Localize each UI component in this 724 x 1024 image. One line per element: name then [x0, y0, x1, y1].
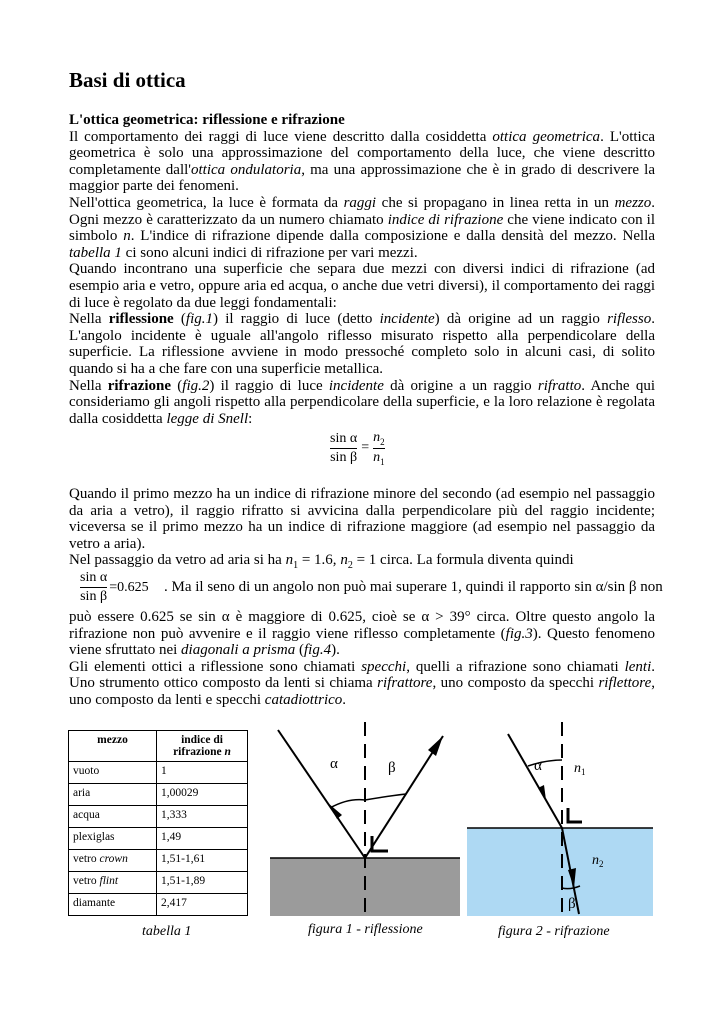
snell-den-right: n [373, 449, 381, 465]
snell-formula: sin α sin β = $n_2$ $n_1$ [330, 430, 385, 467]
table-caption: tabella 1 [142, 924, 192, 939]
figure-2-caption: figura 2 - rifrazione [498, 924, 610, 939]
figure-1-caption: figura 1 - riflessione [308, 922, 423, 937]
angle-alpha-arc [330, 800, 365, 808]
body-text-2 [69, 486, 655, 552]
label-n2: $n_2$ [592, 853, 604, 869]
table-row: vetro crown 1,51-1,61 [69, 850, 248, 872]
ratio-after: . Ma il seno di un angolo non può mai superare 1, quindi il rapporto sin α/sin β non [164, 579, 663, 595]
snell-den-left: sin β [330, 449, 358, 465]
snell-num-left: sin α [330, 430, 358, 446]
paragraph-1: Il comportamento dei raggi di luce viene descritto dalla cosiddetta ottica geometrica. L'ottica geometrica è solo una approssimazione del comportamento della luce, che viene descritto completamente dall'ottica ondulatoria, ma una approssimazione che è in grado di descrivere la maggior parte dei fenomeni. [69, 128, 656, 195]
incident-ray [278, 730, 365, 858]
snell-equals: = [361, 440, 370, 456]
label-n1: $n_1$ [574, 761, 586, 777]
refraction-index-table [68, 730, 248, 916]
page-title: Basi di ottica [69, 68, 186, 92]
right-angle-mark [568, 808, 582, 822]
paragraph-5: Nella rifrazione (fig.2) il raggio di luce incidente dà origine a un raggio rifratto. Anche qui consideriamo gli angoli rispetto alla perpendicolare della superficie, e la loro relazione è regolata dalla cosiddetta legge di Snell: [69, 377, 655, 427]
ratio-den: sin β [80, 589, 108, 604]
ratio-num: sin α [80, 570, 108, 585]
table-row: vetro flint 1,51-1,89 [69, 872, 248, 894]
table-row: diamante 2,417 [69, 894, 248, 916]
section-title: L'ottica geometrica: riflessione e rifrazione [69, 112, 345, 128]
header-medium: mezzo [69, 731, 157, 762]
snell-num-right: n [373, 430, 381, 445]
angle-beta-arc [365, 794, 406, 800]
table-row: plexiglas 1,49 [69, 828, 248, 850]
paragraph-4: Nella riflessione (fig.1) il raggio di luce (detto incidente) dà origine ad un raggio riflesso. L'angolo incidente è uguale all'angolo riflesso misurato rispetto alla perpendicolare della superficie. La riflessione avviene in modo pressoché completo solo in alcuni casi, di solito quando si ha a che fare con una superficie metallica. [69, 311, 655, 377]
paragraph-6: Quando il primo mezzo ha un indice di rifrazione minore del secondo (ad esempio nel passaggio da aria a vetro), il raggio rifratto si avvicina dalla perpendicolare più del raggio incidente; viceversa se il primo mezzo ha un indice di rifrazione maggiore (ad esempio nel passaggio da vetro a aria). [69, 486, 655, 552]
header-index: indice di rifrazione n [157, 731, 248, 762]
figure-1-reflection [268, 718, 464, 918]
water-medium [467, 828, 653, 916]
table-header-row [69, 731, 248, 762]
table-row: aria 1,00029 [69, 784, 248, 806]
ratio-value: =0.625 [109, 579, 149, 595]
label-beta: β [568, 896, 576, 912]
label-alpha: α [330, 756, 338, 772]
label-alpha: α [534, 758, 542, 774]
body-text-1 [69, 112, 655, 427]
ratio-line [80, 570, 663, 606]
table-row: acqua 1,333 [69, 806, 248, 828]
paragraph-9: Gli elementi ottici a riflessione sono chiamati specchi, quelli a rifrazione sono chiamati lenti. Uno strumento ottico composto da lenti si chiama rifrattore, uno composto da specchi riflettore, uno composto da lenti e specchi catadiottrico. [69, 658, 655, 708]
paragraph-7: Nel passaggio da vetro ad aria si ha $n_1 = 1.6$, $n_2 = 1$ circa. La formula diventa quindi [69, 552, 574, 571]
body-text-4 [69, 609, 655, 709]
paragraph-3: Quando incontrano una superficie che separa due mezzi con diversi indici di rifrazione (ad esempio aria e vetro, oppure aria ed acqua, o anche due vetri diversi), il comportamento dei raggi di luce è regolato da due leggi fondamentali: [69, 261, 655, 311]
label-beta: β [388, 760, 396, 776]
figure-2-refraction [466, 718, 656, 918]
reflected-ray [365, 736, 443, 858]
paragraph-2: Nell'ottica geometrica, la luce è formata da raggi che si propagano in linea retta in un mezzo. Ogni mezzo è caratterizzato da un numero chiamato indice di rifrazione che viene indicato con il simbolo n. L'indice di rifrazione dipende dalla composizione e dalla densità del mezzo. Nella tabella 1 ci sono alcuni indici di rifrazione per vari mezzi. [69, 194, 655, 261]
table-row: vuoto 1 [69, 762, 248, 784]
paragraph-8: può essere 0.625 se sin α è maggiore di 0.625, cioè se α > 39° circa. Oltre questo angolo la rifrazione non può avvenire e il raggio viene riflesso completamente (fig.3). Questo fenomeno viene sfruttato nei diagonali a prisma (fig.4). [69, 609, 655, 659]
incident-ray [508, 734, 562, 828]
